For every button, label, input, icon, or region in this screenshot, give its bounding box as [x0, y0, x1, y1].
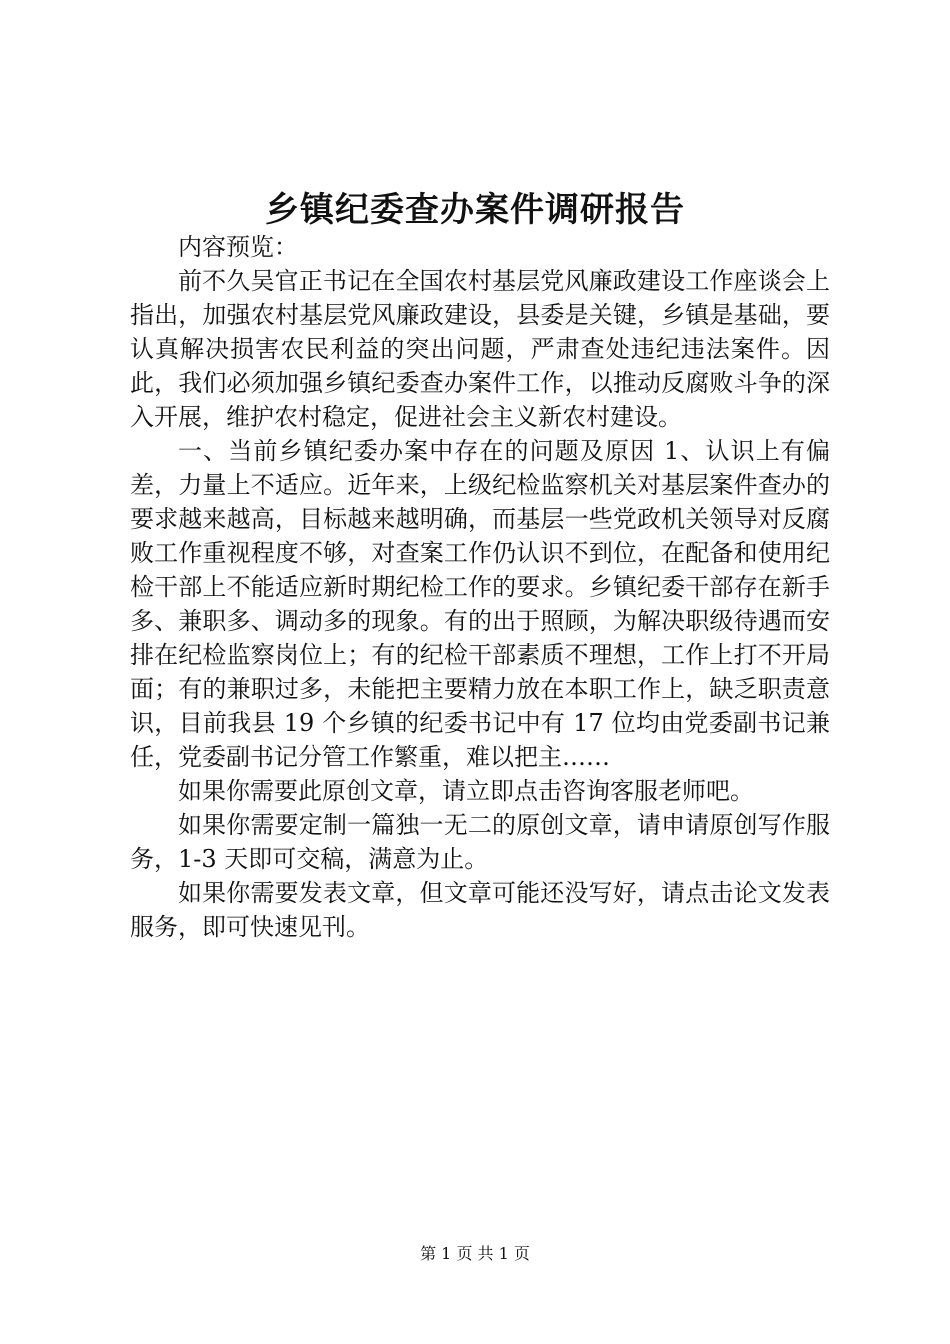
paragraph-intro: 前不久吴官正书记在全国农村基层党风廉政建设工作座谈会上指出，加强农村基层党风廉政建设，县委是关键，乡镇是基础，要认真解决损害农民利益的突出问题，严肃查处违纪违法案件。因此，我们必须加强乡镇纪委查办案件工作，以推动反腐败斗争的深入开展，维护农村稳定，促进社会主义新农村建设。 — [130, 267, 830, 431]
document-title: 乡镇纪委查办案件调研报告 — [265, 190, 685, 230]
paragraph-contact-link[interactable]: 如果你需要此原创文章，请立即点击咨询客服老师吧。 — [178, 777, 754, 805]
document-body — [130, 230, 830, 944]
page-footer: 第 1 页 共 1 页 — [420, 1244, 530, 1263]
preview-label: 内容预览： — [178, 233, 298, 261]
paragraph-problems: 一、当前乡镇纪委办案中存在的问题及原因 1、认识上有偏差，力量上不适应。近年来，上级纪检监察机关对基层案件查办的要求越来越高，目标越来越明确，而基层一些党政机关领导对反腐败工作重视程度不够，对查案工作仍认识不到位，在配备和使用纪检干部上不能适应新时期纪检工作的要求。乡镇纪委干部存在新手多、兼职多、调动多的现象。有的出于照顾，为解决职级待遇而安排在纪检监察岗位上；有的纪检干部素质不理想，工作上打不开局面；有的兼职过多，未能把主要精力放在本职工作上，缺乏职责意识，目前我县 19 个乡镇的纪委书记中有 17 位均由党委副书记兼任，党委副书记分管工作繁重，难以把主…… — [130, 437, 830, 771]
paragraph-custom-service-link[interactable]: 如果你需要定制一篇独一无二的原创文章，请申请原创写作服务，1-3 天即可交稿，满意为止。 — [130, 811, 830, 873]
paragraph-publish-service-link[interactable]: 如果你需要发表文章，但文章可能还没写好，请点击论文发表服务，即可快速见刊。 — [130, 879, 830, 941]
